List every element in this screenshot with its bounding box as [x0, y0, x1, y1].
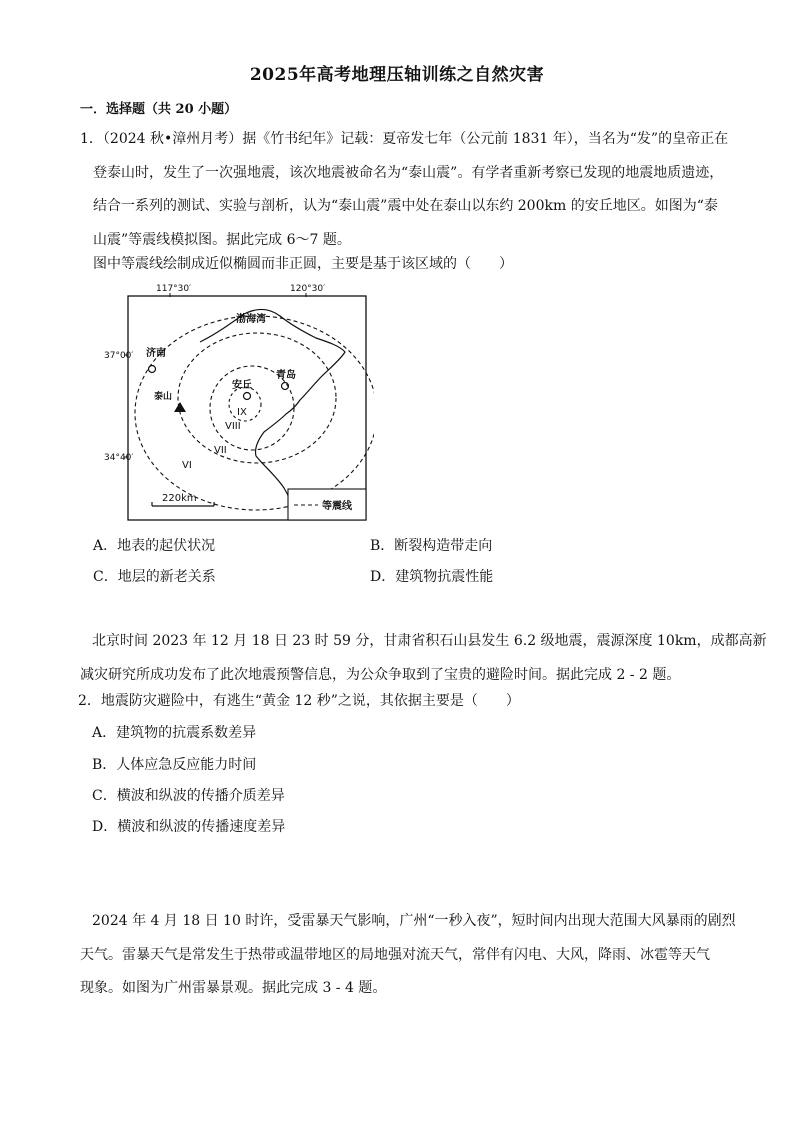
passage-3 — [80, 905, 736, 1006]
q1-option-b[interactable]: B．断裂构造带走向 — [370, 538, 493, 554]
q2-option-a[interactable]: A．建筑物的抗震系数差异 — [92, 725, 257, 741]
q1-stem-text: 图中等震线绘制成近似椭圆而非正圆，主要是基于该区域的（ ） — [93, 256, 513, 272]
map-jinan-label: 济南 — [146, 348, 166, 359]
map-scale-label: 220km — [162, 493, 197, 504]
question-1-stem — [93, 248, 733, 282]
map-legend-label: 等震线 — [322, 501, 352, 512]
q2-option-b[interactable]: B．人体应急反应能力时间 — [92, 757, 257, 773]
question-1-passage — [80, 123, 729, 257]
passage-2 — [80, 625, 767, 692]
map-intensity-viii: VIII — [225, 421, 241, 432]
map-lat-bottom: 34°40′ — [104, 453, 134, 463]
page-title: 2025年高考地理压轴训练之自然灾害 — [249, 65, 545, 85]
q1-option-a[interactable]: A．地表的起伏状况 — [93, 538, 216, 554]
map-frame — [128, 296, 366, 520]
map-intensity-ix: IX — [237, 407, 247, 418]
q2-option-d[interactable]: D．横波和纵波的传播速度差异 — [92, 819, 286, 835]
q1-line-1: 1．（2024 秋•漳州月考）据《竹书纪年》记载：夏帝发七年（公元前 1831 年），当名为“发”的皇帝正在 — [80, 131, 729, 147]
q2-option-c[interactable]: C．横波和纵波的传播介质差异 — [92, 788, 285, 804]
q2-stem: 2．地震防灾避险中，有逃生“黄金 12 秒”之说，其依据主要是（ ） — [78, 693, 520, 709]
taishan-marker — [174, 402, 186, 412]
passage-3-line-1: 2024 年 4 月 18 日 10 时许，受雷暴天气影响，广州“一秒入夜”，短时间内出现大范围大风暴雨的剧烈 — [92, 913, 736, 929]
q1-option-c[interactable]: C．地层的新老关系 — [93, 569, 216, 585]
map-lat-top: 37°00′ — [104, 351, 134, 361]
q1-line-3: 结合一系列的测试、实验与剖析，认为“泰山震”震中处在泰山以东约 200km 的安丘地区。如图为“泰 — [93, 198, 718, 214]
passage-2-line-2: 减灾研究所成功发布了此次地震预警信息，为公众争取到了宝贵的避险时间。据此完成 2 - 2 题。 — [80, 666, 681, 683]
map-anqiu-label: 安丘 — [232, 380, 252, 391]
section-heading: 一．选择题（共 20 小题） — [80, 102, 238, 117]
map-lon-right: 120°30′ — [290, 284, 326, 294]
map-bay-label: 渤海湾 — [236, 314, 266, 325]
q1-line-2: 登泰山时，发生了一次强地震，该次地震被命名为“泰山震”。有学者重新考察已发现的地震地质遗迹， — [93, 164, 724, 181]
passage-3-line-2: 天气。雷暴天气是常发生于热带或温带地区的局地强对流天气，常伴有闪电、大风，降雨、冰雹等天气 — [80, 946, 710, 963]
map-intensity-vii: VII — [214, 445, 227, 456]
map-qingdao-label: 青岛 — [276, 370, 296, 381]
coastline — [200, 309, 345, 520]
map-taishan-label: 泰山 — [154, 392, 173, 402]
isoseismal-map — [104, 280, 374, 525]
q1-option-d[interactable]: D．建筑物抗震性能 — [370, 569, 494, 585]
q1-line-4: 山震”等震线模拟图。据此完成 6～7 题。 — [93, 231, 351, 248]
jinan-marker — [149, 366, 156, 373]
passage-2-line-1: 北京时间 2023 年 12 月 18 日 23 时 59 分，甘肃省积石山县发生 6.2 级地震，震源深度 10km，成都高新 — [92, 633, 767, 649]
anqiu-marker — [244, 393, 251, 400]
isoseismal-vi — [135, 316, 374, 510]
map-lon-left: 117°30′ — [156, 284, 192, 294]
map-intensity-vi: VI — [182, 460, 192, 471]
passage-3-line-3: 现象。如图为广州雷暴景观。据此完成 3 - 4 题。 — [80, 980, 387, 996]
